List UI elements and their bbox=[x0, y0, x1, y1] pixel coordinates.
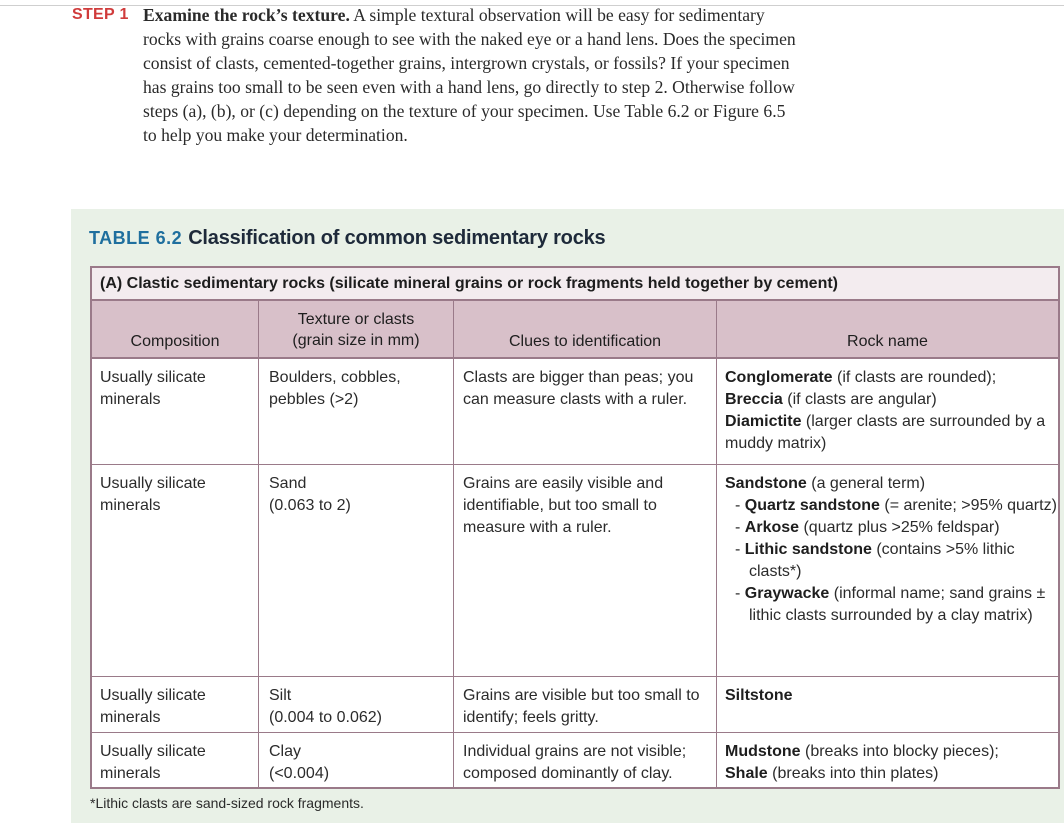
table-row bbox=[92, 464, 1058, 676]
rock-name-subentry bbox=[735, 583, 1058, 627]
rock-name-bold: Quartz sandstone bbox=[744, 497, 880, 514]
rock-name-desc: (larger clasts are surrounded by a muddy matrix) bbox=[725, 413, 1046, 452]
table-row bbox=[92, 676, 1058, 732]
cell-rock-name bbox=[716, 359, 1058, 464]
rock-name-entry bbox=[725, 411, 1058, 455]
rock-name-desc: (breaks into blocky pieces); bbox=[800, 743, 999, 760]
rock-name-desc: (if clasts are angular) bbox=[782, 391, 937, 408]
col-header-clues: Clues to identification bbox=[453, 301, 716, 357]
classification-table bbox=[90, 266, 1060, 789]
cell-clues: Grains are visible but too small to identify; feels gritty. bbox=[453, 677, 716, 732]
dash: - bbox=[735, 497, 745, 514]
cell-composition: Usually silicate minerals bbox=[100, 475, 206, 514]
cell-rock-name bbox=[716, 733, 1058, 787]
cell-composition: Usually silicate minerals bbox=[100, 743, 206, 782]
texture-line1: Clay bbox=[269, 743, 302, 760]
step-lead: Examine the rock’s texture. bbox=[143, 5, 350, 25]
section-header: (A) Clastic sedimentary rocks (silicate mineral grains or rock fragments held together by cement) bbox=[92, 268, 1058, 301]
cell-texture bbox=[258, 359, 453, 464]
cell-composition: Usually silicate minerals bbox=[100, 369, 206, 408]
table-footnote: *Lithic clasts are sand-sized rock fragments. bbox=[90, 795, 364, 811]
texture-line2: (0.004 to 0.062) bbox=[269, 709, 382, 726]
rock-name-subentry bbox=[735, 517, 1058, 539]
rock-name-subentry bbox=[735, 539, 1058, 583]
texture-line1: Boulders, cobbles, bbox=[269, 369, 401, 386]
table-title bbox=[89, 227, 605, 250]
col-header-rock-name: Rock name bbox=[716, 301, 1058, 357]
rock-name-entry bbox=[725, 763, 1058, 785]
step-label: STEP 1 bbox=[72, 6, 129, 23]
cell-texture bbox=[258, 733, 453, 787]
rock-name-desc: (contains >5% lithic clasts*) bbox=[749, 541, 1015, 580]
texture-line1: Silt bbox=[269, 687, 292, 704]
texture-line2: (0.063 to 2) bbox=[269, 497, 351, 514]
rock-name-desc: (informal name; sand grains ± lithic clasts surrounded by a clay matrix) bbox=[749, 585, 1046, 624]
dash: - bbox=[735, 541, 745, 558]
rock-name-bold: Diamictite bbox=[725, 413, 802, 430]
rock-name-bold: Graywacke bbox=[744, 585, 830, 602]
rock-name-desc: (a general term) bbox=[806, 475, 926, 492]
step-body: A simple textural observation will be easy for sedimentary rocks with grains coarse enough to see with the naked eye or a hand lens. Does the specimen consist of clasts, cemented-together grains, intergrown crystals, or fossils? If your specimen has grains too small to be seen even with a hand lens, go directly to step 2. Otherwise follow steps (a), (b), or (c) depending on the texture of your specimen. Use Table 6.2 or Figure 6.5 to help you make your determination. bbox=[143, 5, 796, 145]
table-title-text: Classification of common sedimentary rocks bbox=[188, 227, 606, 249]
texture-line2: pebbles (>2) bbox=[269, 391, 359, 408]
texture-line2: (<0.004) bbox=[269, 765, 330, 782]
rock-name-bold: Lithic sandstone bbox=[744, 541, 872, 558]
cell-composition: Usually silicate minerals bbox=[100, 687, 206, 726]
dash: - bbox=[735, 585, 745, 602]
cell-texture bbox=[258, 677, 453, 732]
table-panel bbox=[71, 209, 1064, 823]
step-paragraph bbox=[72, 3, 802, 147]
rock-name-entry bbox=[725, 389, 1058, 411]
column-header-row bbox=[92, 301, 1058, 359]
rock-name-bold: Conglomerate bbox=[725, 369, 833, 386]
texture-line1: Sand bbox=[269, 475, 307, 492]
col-header-texture-line1: Texture or clasts bbox=[297, 311, 415, 328]
table-row bbox=[92, 359, 1058, 464]
rock-name-bold: Mudstone bbox=[725, 743, 801, 760]
rock-name-bold: Siltstone bbox=[725, 687, 793, 704]
rock-name-bold: Breccia bbox=[725, 391, 783, 408]
cell-clues: Individual grains are not visible; composed dominantly of clay. bbox=[453, 733, 716, 787]
cell-texture bbox=[258, 465, 453, 676]
rock-name-subentry bbox=[735, 495, 1058, 517]
table-row bbox=[92, 732, 1058, 787]
cell-rock-name bbox=[716, 677, 1058, 732]
dash: - bbox=[735, 519, 745, 536]
rock-name-bold: Shale bbox=[725, 765, 768, 782]
rock-name-desc: (quartz plus >25% feldspar) bbox=[799, 519, 1000, 536]
col-header-texture-line2: (grain size in mm) bbox=[292, 332, 420, 349]
rock-name-entry bbox=[725, 741, 1058, 763]
col-header-texture bbox=[258, 301, 453, 357]
rock-name-bold: Arkose bbox=[744, 519, 800, 536]
cell-rock-name bbox=[716, 465, 1058, 676]
rock-name-desc: (breaks into thin plates) bbox=[767, 765, 939, 782]
rock-name-desc: (= arenite; >95% quartz) bbox=[879, 497, 1057, 514]
rock-name-entry bbox=[725, 473, 1058, 495]
step-text bbox=[143, 3, 802, 147]
table-number: TABLE 6.2 bbox=[89, 228, 183, 248]
cell-clues: Grains are easily visible and identifiable, but too small to measure with a ruler. bbox=[453, 465, 716, 676]
rock-name-entry bbox=[725, 685, 1058, 707]
cell-clues: Clasts are bigger than peas; you can measure clasts with a ruler. bbox=[453, 359, 716, 464]
rock-name-desc: (if clasts are rounded); bbox=[832, 369, 997, 386]
col-header-composition: Composition bbox=[130, 333, 220, 350]
rock-name-bold: Sandstone bbox=[725, 475, 807, 492]
rock-name-entry bbox=[725, 367, 1058, 389]
